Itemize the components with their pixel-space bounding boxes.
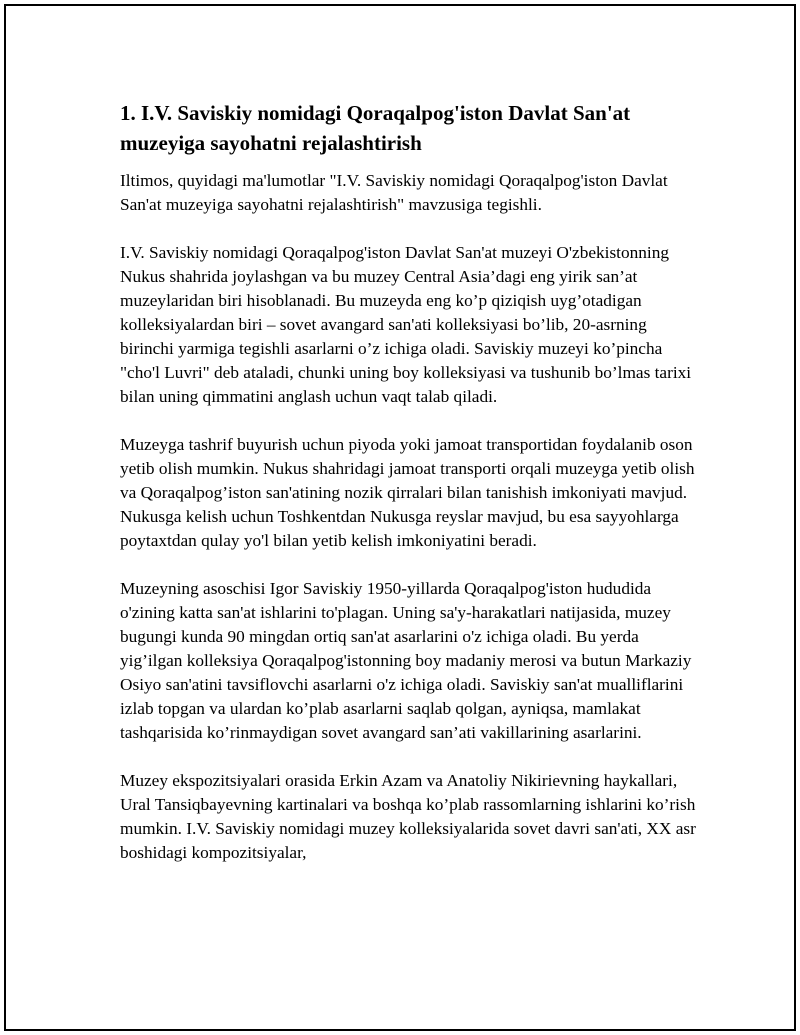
paragraph-exhibitions: Muzey ekspozitsiyalari orasida Erkin Azam va Anatoliy Nikirievning haykallari, Ural Tansiqbayevning kartinalari va boshqa ko’plab rassomlarning ishlarini ko’rish mumkin. I.V. Saviskiy nomidagi muzey kolleksiyalarida sovet davri san'ati, XX asr boshidagi kompozitsiyalar,: [120, 771, 696, 862]
document-body: [120, 98, 700, 889]
paragraph-intro: Iltimos, quyidagi ma'lumotlar "I.V. Saviskiy nomidagi Qoraqalpog'iston Davlat San'at muzeyiga sayohatni rejalashtirish" mavzusiga tegishli.: [120, 171, 668, 214]
paragraph-founder: Muzeyning asoschisi Igor Saviskiy 1950-yillarda Qoraqalpog'iston hududida o'zining katta san'at ishlarini to'plagan. Uning sa'y-harakatlari natijasida, muzey bugungi kunda 90 mingdan ortiq san'at asarlarini o'z ichiga oladi. Bu yerda yig’ilgan kolleksiya Qoraqalpog'istonning boy madaniy merosi va butun Markaziy Osiyo san'atini tavsiflovchi asarlarni o'z ichiga oladi. Saviskiy san'at mualliflarini izlab topgan va ulardan ko’plab asarlarni saqlab qolgan, ayniqsa, mamlakat tashqarisida ko’rinmaydigan sovet avangard san’ati vakillarining asarlarini.: [120, 579, 692, 742]
document-title: 1. I.V. Saviskiy nomidagi Qoraqalpog'iston Davlat San'at muzeyiga sayohatni rejalashtirish: [120, 101, 631, 155]
paragraph-transport: Muzeyga tashrif buyurish uchun piyoda yoki jamoat transportidan foydalanib oson yetib olish mumkin. Nukus shahridagi jamoat transporti orqali muzeyga yetib olish va Qoraqalpog’iston san'atining nozik qirralari bilan tanishish imkoniyati mavjud. Nukusga kelish uchun Toshkentdan Nukusga reyslar mavjud, bu esa sayyohlarga poytaxtdan qulay yo'l bilan yetib kelish imkoniyatini beradi.: [120, 435, 695, 550]
paragraph-museum-overview: I.V. Saviskiy nomidagi Qoraqalpog'iston Davlat San'at muzeyi O'zbekistonning Nukus shahrida joylashgan va bu muzey Central Asia’dagi eng yirik san’at muzeylaridan biri hisoblanadi. Bu muzeyda eng ko’p qiziqish uyg’otadigan kolleksiyalardan biri – sovet avangard san'ati kolleksiyasi bo’lib, 20-asrning birinchi yarmiga tegishli asarlarni o’z ichiga oladi. Saviskiy muzeyi ko’pincha "cho'l Luvri" deb ataladi, chunki uning boy kolleksiyasi va tushunib bo’lmas tarixi bilan uning qimmatini anglash uchun vaqt talab qiladi.: [120, 243, 692, 406]
page-frame: [4, 4, 796, 1031]
